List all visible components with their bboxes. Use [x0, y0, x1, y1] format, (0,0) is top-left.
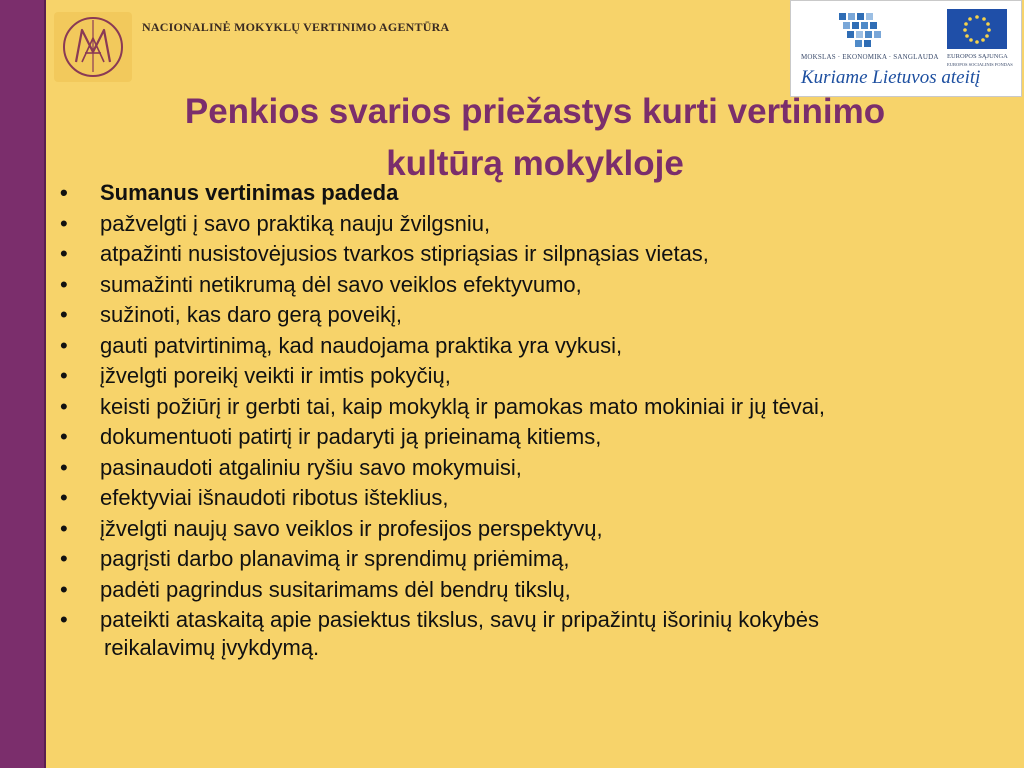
- mes-mosaic-icon: [795, 3, 915, 55]
- agency-logo: [54, 12, 132, 82]
- list-item-text: sumažinti netikrumą dėl savo veiklos efektyvumo,: [100, 271, 582, 297]
- bullet-icon: •: [60, 302, 68, 327]
- bullet-icon: •: [60, 515, 68, 541]
- list-item-text: atpažinti nusistovėjusios tvarkos stipriąsias ir silpnąsias vietas,: [100, 241, 709, 266]
- agency-name: NACIONALINĖ MOKYKLŲ VERTINIMO AGENTŪRA: [142, 20, 450, 34]
- list-item: [60, 209, 960, 240]
- slide-title: [100, 86, 970, 190]
- mes-caption: MOKSLAS · EKONOMIKA · SANGLAUDA: [801, 53, 939, 61]
- list-item-text: keisti požiūrį ir gerbti tai, kaip mokyklą ir pamokas mato mokiniai ir jų tėvai,: [100, 393, 826, 419]
- list-item-text: įžvelgti poreikį veikti ir imtis pokyčių,: [100, 363, 451, 388]
- list-item-text: pažvelgti į savo praktiką nauju žvilgsniu,: [100, 210, 491, 236]
- bullet-icon: •: [60, 607, 68, 632]
- list-item: [60, 544, 960, 575]
- list-item: [60, 605, 960, 660]
- list-item-text: įžvelgti naujų savo veiklos ir profesijos perspektyvų,: [100, 515, 603, 541]
- bullet-icon: •: [60, 546, 68, 571]
- list-item: [60, 514, 960, 545]
- list-item: [60, 300, 960, 331]
- bullet-icon: •: [60, 454, 68, 480]
- slide-title-line2: kultūrą mokykloje: [386, 144, 684, 183]
- list-item: [60, 392, 960, 423]
- bullet-icon: •: [60, 363, 68, 388]
- eu-name: EUROPOS SĄJUNGA: [947, 53, 1008, 60]
- list-item: [60, 361, 960, 392]
- list-item-text: pagrįsti darbo planavimą ir sprendimų priėmimą,: [100, 546, 570, 571]
- slide-title-line1: Penkios svarios priežastys kurti vertinimo: [184, 92, 886, 131]
- list-item-text: padėti pagrindus susitarimams dėl bendrų tikslų,: [100, 576, 571, 602]
- list-item-text: pasinaudoti atgaliniu ryšiu savo mokymuisi,: [100, 454, 522, 480]
- bullet-icon: •: [60, 332, 68, 358]
- bullet-list: [60, 178, 960, 660]
- eu-fund: EUROPOS SOCIALINIS FONDAS: [947, 62, 1013, 67]
- left-accent-bar: [0, 0, 46, 768]
- bullet-icon: •: [60, 241, 68, 266]
- partner-logos: [790, 0, 1022, 97]
- slogan: Kuriame Lietuvos ateitį: [801, 67, 981, 88]
- eu-flag-icon: [947, 9, 1007, 49]
- agency-monogram-icon: [54, 12, 132, 82]
- list-item-text: pateikti ataskaitą apie pasiektus tikslus, savų ir pripažintų išorinių kokybės: [100, 607, 820, 632]
- list-item: [60, 575, 960, 606]
- bullet-lead-text: Sumanus vertinimas padeda: [100, 180, 399, 205]
- list-item: [60, 453, 960, 484]
- bullet-icon: •: [60, 393, 68, 419]
- list-item-text: efektyviai išnaudoti ribotus išteklius,: [100, 485, 449, 510]
- list-item: [60, 239, 960, 270]
- bullet-icon: •: [60, 271, 68, 297]
- bullet-icon: •: [60, 180, 68, 205]
- bullet-icon: •: [60, 424, 68, 449]
- list-item: [60, 331, 960, 362]
- bullet-lead: [60, 178, 960, 209]
- list-item-continuation: reikalavimų įvykdymą.: [104, 634, 320, 660]
- list-item: [60, 422, 960, 453]
- bullet-icon: •: [60, 210, 68, 236]
- bullet-icon: •: [60, 576, 68, 602]
- bullet-icon: •: [60, 485, 68, 510]
- list-item-text: sužinoti, kas daro gerą poveikį,: [100, 302, 403, 327]
- list-item-text: gauti patvirtinimą, kad naudojama praktika yra vykusi,: [100, 332, 623, 358]
- list-item: [60, 270, 960, 301]
- list-item-text: dokumentuoti patirtį ir padaryti ją prieinamą kitiems,: [100, 424, 602, 449]
- list-item: [60, 483, 960, 514]
